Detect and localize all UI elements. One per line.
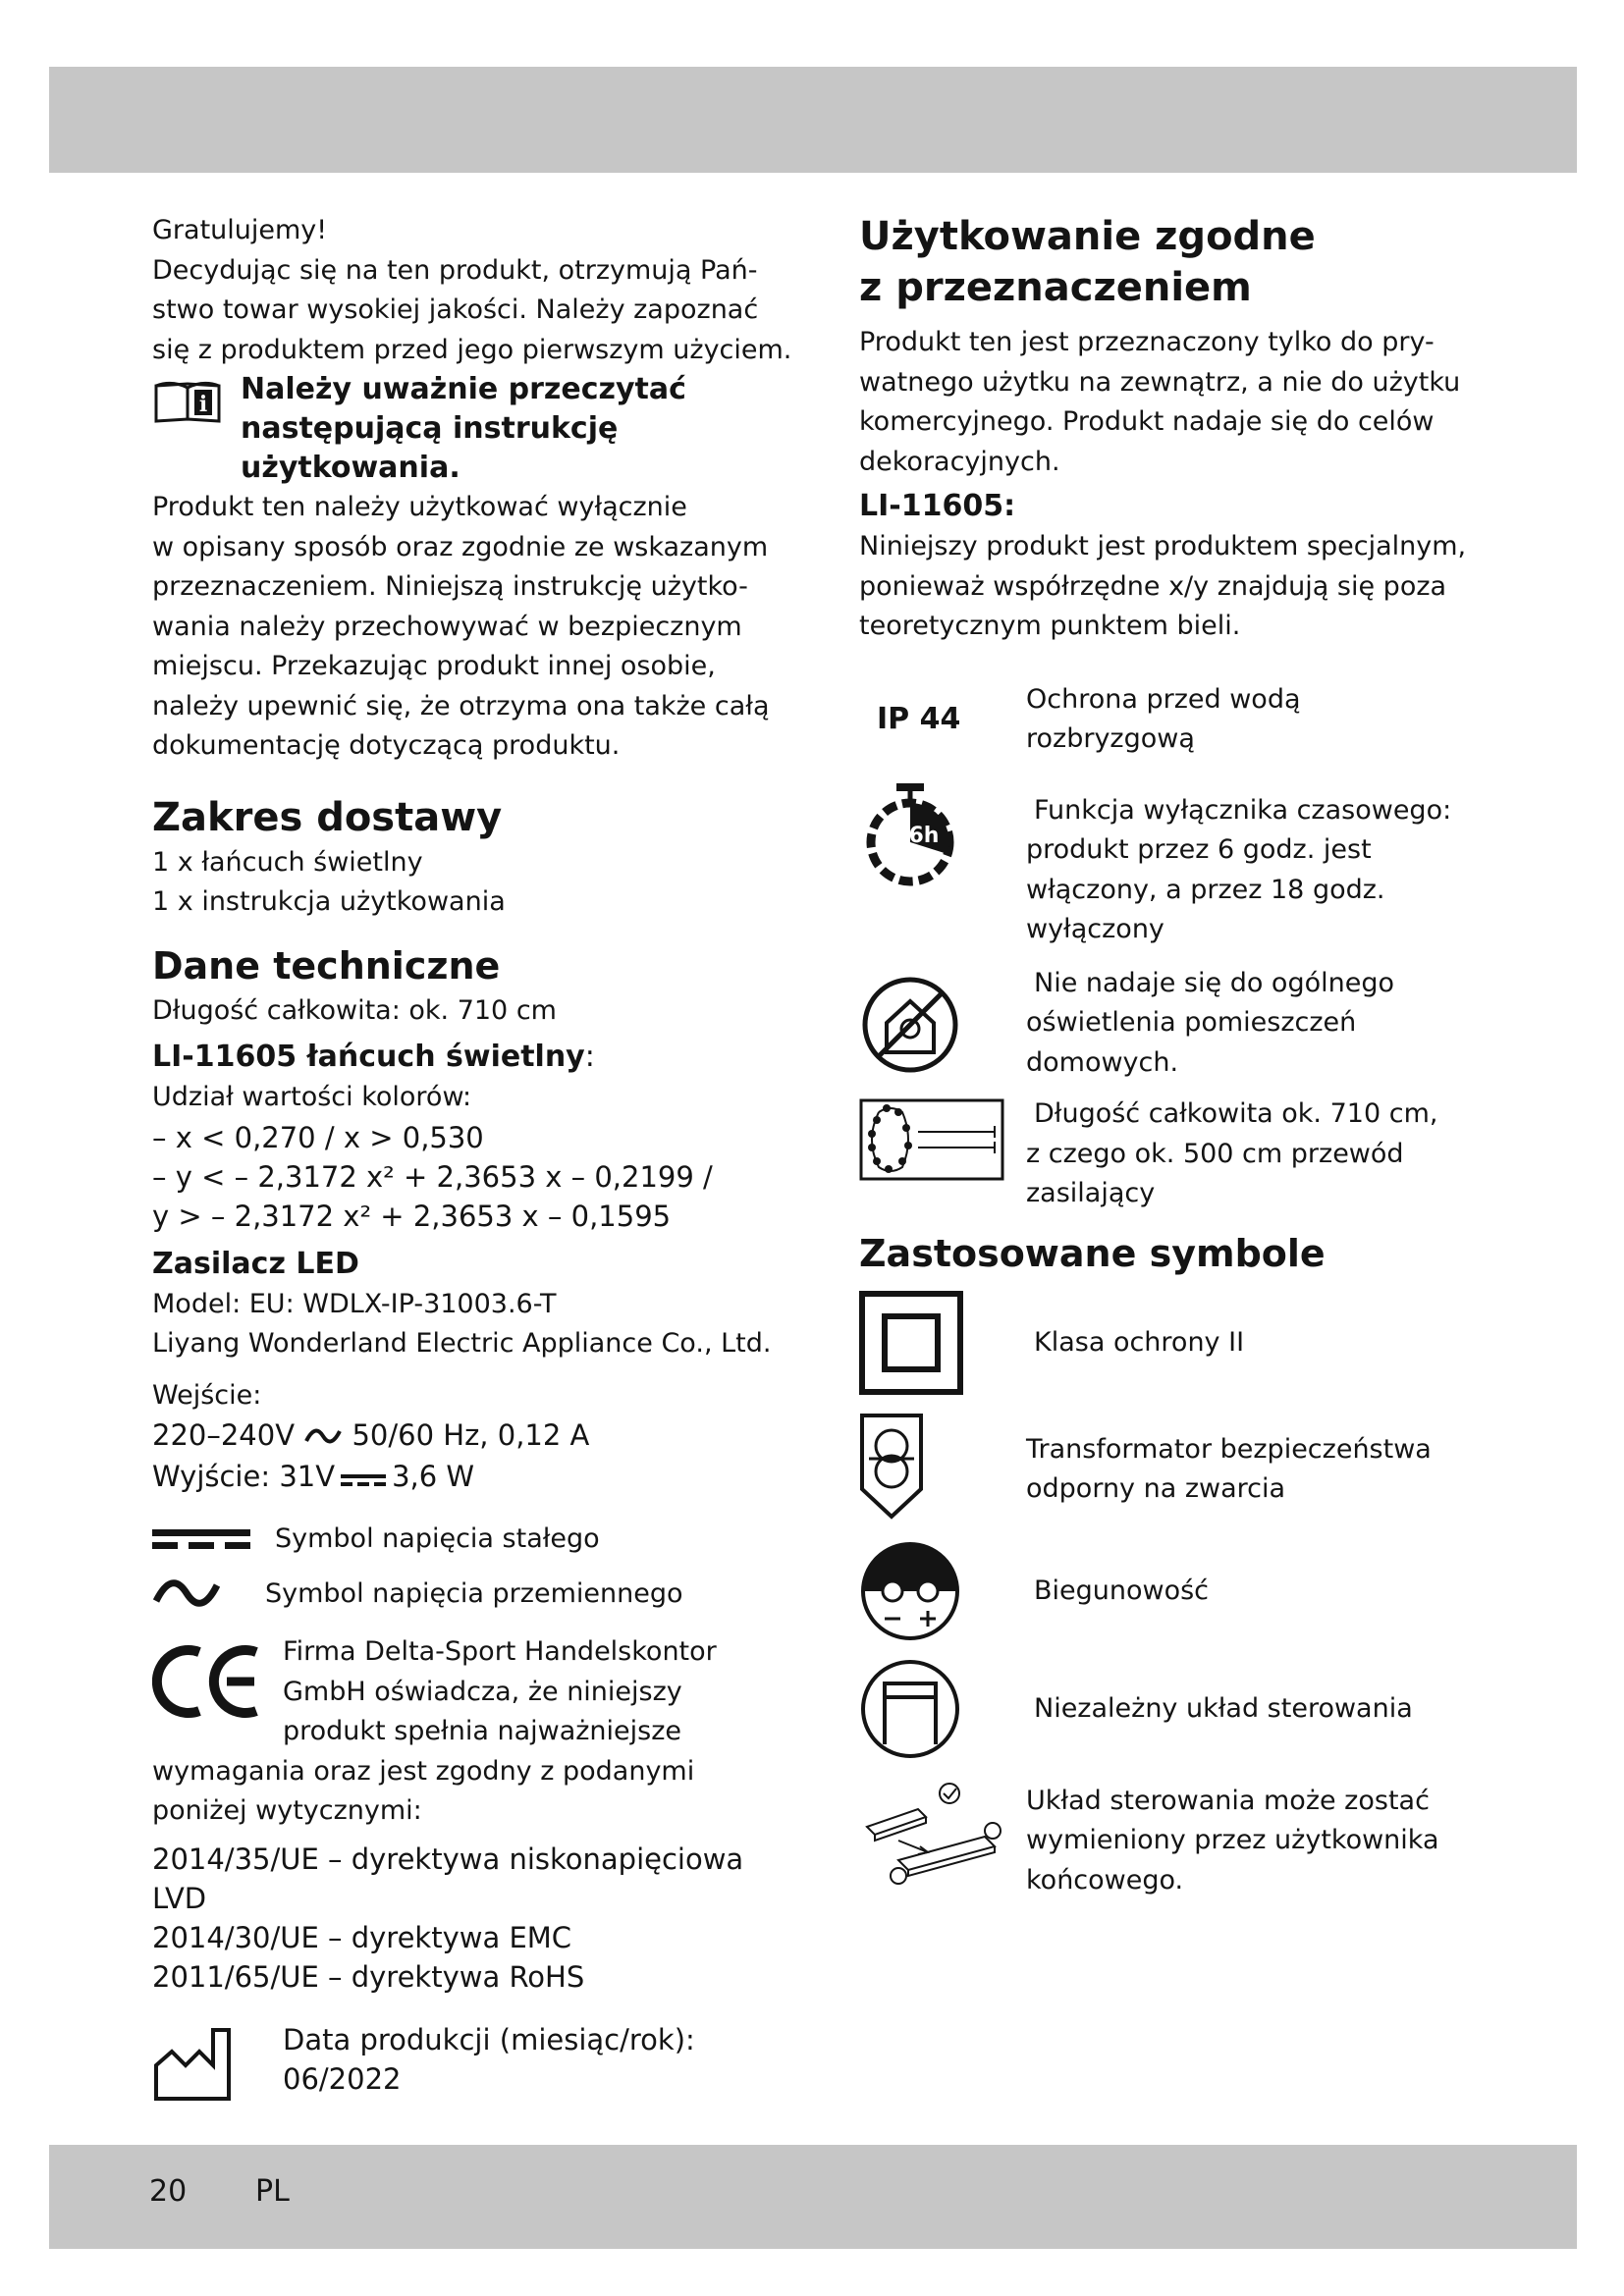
ac-symbol-label: Symbol napięcia przemiennego: [265, 1577, 683, 1609]
ip-line: Ochrona przed wodą: [1026, 683, 1301, 715]
psu-line: Model: EU: WDLX-IP-31003.6-T: [152, 1288, 557, 1319]
psu-line: Liyang Wonderland Electric Appliance Co., Ltd.: [152, 1328, 772, 1359]
intro-line: Decydując się na ten produkt, otrzymują Pań-: [152, 254, 758, 286]
dc-inline-icon: [339, 1459, 388, 1498]
independent-control-label: Niezależny układ sterowania: [1034, 1693, 1413, 1724]
ce-continuation: poniżej wytycznymi:: [152, 1795, 422, 1826]
directive: 2014/30/UE – dyrektywa EMC: [152, 1920, 572, 1954]
replaceable-line: wymieniony przez użytkownika: [1026, 1825, 1439, 1855]
usage-line: należy upewnić się, że otrzyma ona także całą: [152, 690, 770, 721]
color-line: – x < 0,270 / x > 0,530: [152, 1120, 484, 1154]
usage-line: miejscu. Przekazując produkt innej osobie,: [152, 651, 716, 681]
dc-symbol-row: [152, 1520, 800, 1558]
delivery-item: 1 x łańcuch świetlny: [152, 846, 423, 878]
input-voltage: 220–240V: [152, 1418, 296, 1452]
ce-continuation: wymagania oraz jest zgodny z podanymi: [152, 1755, 695, 1787]
intended-use-title: z przeznaczeniem: [859, 265, 1252, 310]
total-length: Długość całkowita: ok. 710 cm: [152, 994, 557, 1026]
indoor-line: oświetlenia pomieszczeń: [1026, 1007, 1357, 1038]
independent-control-icon: [859, 1658, 1034, 1760]
delivery-item: 1 x instrukcja użytkowania: [152, 886, 506, 917]
ce-mark-icon: [152, 1644, 283, 1719]
symbols-title: Zastosowane symbole: [859, 1231, 1326, 1275]
class2-label: Klasa ochrony II: [1034, 1327, 1245, 1358]
polarity-icon: [859, 1540, 1034, 1642]
replaceable-line: końcowego.: [1026, 1864, 1184, 1896]
cable-length-row: [859, 1095, 1488, 1214]
replaceable-control-row: [859, 1782, 1488, 1901]
timer-icon: [859, 781, 1026, 889]
psu-title: Zasilacz LED: [152, 1246, 359, 1281]
transformer-line: Transformator bezpieczeństwa: [1026, 1433, 1432, 1465]
transformer-row: [859, 1413, 1488, 1521]
left-column: [152, 211, 800, 2103]
ce-line: GmbH oświadcza, że niniejszy: [283, 1676, 682, 1707]
read-instructions-notice: [152, 370, 800, 488]
factory-icon: [152, 2026, 283, 2103]
output-power: 3,6 W: [392, 1460, 475, 1493]
chain-title: [152, 1037, 800, 1078]
footer-bar: [49, 2145, 1577, 2249]
indoor-line: Nie nadaje się do ogólnego: [1034, 967, 1394, 998]
polarity-row: [859, 1540, 1488, 1642]
model-line: teoretycznym punktem bieli.: [859, 611, 1241, 641]
intended-use-line: komercyjnego. Produkt nadaje się do celów: [859, 406, 1435, 437]
right-column: [859, 211, 1488, 1900]
intro-line: się z produktem przed jego pierwszym użyciem.: [152, 334, 792, 365]
no-indoor-lighting-icon: [859, 974, 1026, 1076]
intended-use-title: Użytkowanie zgodne: [859, 214, 1316, 259]
input-frequency: 50/60 Hz, 0,12 A: [352, 1418, 590, 1452]
output-value: [152, 1457, 800, 1498]
ce-line: Firma Delta-Sport Handelskontor: [283, 1636, 717, 1667]
transformer-line: odporny na zwarcia: [1026, 1473, 1286, 1504]
directive: 2011/65/UE – dyrektywa RoHS: [152, 1959, 585, 1994]
delivery-title: Zakres dostawy: [152, 794, 503, 840]
light-chain-length-icon: [859, 1098, 1026, 1181]
chain-title-colon: :: [584, 1040, 595, 1074]
info-book-icon: [152, 378, 223, 427]
ac-symbol-icon: [152, 1574, 265, 1613]
usage-line: dokumentację dotyczącą produktu.: [152, 730, 621, 761]
page-number: 20: [149, 2174, 188, 2209]
usage-line: przeznaczeniem. Niniejszą instrukcję użytko-: [152, 571, 748, 602]
timer-badge: 6h: [908, 823, 940, 848]
timer-line: Funkcja wyłącznika czasowego:: [1034, 794, 1452, 826]
ip-line: rozbryzgową: [1026, 723, 1195, 754]
usage-line: wania należy przechowywać w bezpiecznym: [152, 611, 742, 642]
production-label: Data produkcji (miesiąc/rok):: [283, 2022, 695, 2056]
usage-line: w opisany sposób oraz zgodnie ze wskazanym: [152, 531, 769, 562]
language-code: PL: [255, 2174, 290, 2209]
indoor-line: domowych.: [1026, 1046, 1179, 1078]
production-date: 06/2022: [283, 2061, 402, 2096]
timer-line: włączony, a przez 18 godz.: [1026, 874, 1385, 905]
class-ii-icon: [859, 1291, 1034, 1395]
ce-declaration: [152, 1632, 800, 1752]
intro-line: stwo towar wysokiej jakości. Należy zapoznać: [152, 294, 759, 325]
chain-title-text: LI-11605 łańcuch świetlny: [152, 1040, 585, 1074]
polarity-label: Biegunowość: [1034, 1575, 1210, 1606]
dc-symbol-icon: [152, 1527, 275, 1551]
color-line: Udział wartości kolorów:: [152, 1082, 472, 1112]
timer-row: [859, 781, 1488, 950]
svg-text:i: i: [198, 392, 208, 417]
color-line: – y < – 2,3172 x² + 2,3653 x – 0,2199 /: [152, 1159, 713, 1194]
independent-control-row: [859, 1658, 1488, 1760]
timer-line: wyłączony: [1026, 914, 1164, 944]
model-line: ponieważ współrzędne x/y znajdują się poza: [859, 570, 1447, 602]
ce-line: produkt spełnia najważniejsze: [283, 1716, 681, 1746]
replaceable-control-gear-icon: [859, 1782, 1026, 1888]
output-voltage: Wyjście: 31V: [152, 1460, 336, 1493]
model-line: Niniejszy produkt jest produktem specjalnym,: [859, 531, 1467, 561]
length-line: z czego ok. 500 cm przewód: [1026, 1138, 1404, 1169]
not-indoor-row: [859, 964, 1488, 1084]
intended-use-line: watnego użytku na zewnątrz, a nie do użytku: [859, 366, 1461, 398]
directive: 2014/35/UE – dyrektywa niskonapięciowa LVD: [152, 1842, 744, 1915]
ip-rating-label: IP 44: [877, 701, 961, 736]
replaceable-line: Układ sterowania może zostać: [1026, 1785, 1430, 1816]
warning-line: następującą instrukcję: [241, 411, 619, 446]
warning-line: użytkowania.: [241, 451, 460, 485]
usage-line: Produkt ten należy użytkować wyłącznie: [152, 492, 687, 522]
dc-symbol-label: Symbol napięcia stałego: [275, 1523, 600, 1554]
intended-use-line: Produkt ten jest przeznaczony tylko do pry-: [859, 327, 1435, 357]
model-title: LI-11605:: [859, 489, 1016, 523]
warning-line: Należy uważnie przeczytać: [241, 372, 686, 406]
length-line: zasilający: [1026, 1178, 1156, 1208]
color-line: y > – 2,3172 x² + 2,3653 x – 0,1595: [152, 1199, 672, 1233]
ac-inline-icon: [303, 1417, 343, 1457]
timer-line: produkt przez 6 godz. jest: [1026, 834, 1372, 865]
length-line: Długość całkowita ok. 710 cm,: [1034, 1098, 1438, 1129]
header-bar: [49, 67, 1577, 173]
class2-row: [859, 1291, 1488, 1395]
input-label: Wejście:: [152, 1379, 262, 1411]
intended-use-line: dekoracyjnych.: [859, 446, 1060, 477]
ip-rating-row: [859, 680, 1488, 760]
greeting: Gratulujemy!: [152, 215, 328, 245]
input-value: [152, 1415, 800, 1457]
safety-transformer-icon: [859, 1413, 1026, 1521]
tech-title: Dane techniczne: [152, 943, 501, 988]
production-date-row: [152, 2020, 800, 2103]
ac-symbol-row: [152, 1574, 800, 1613]
